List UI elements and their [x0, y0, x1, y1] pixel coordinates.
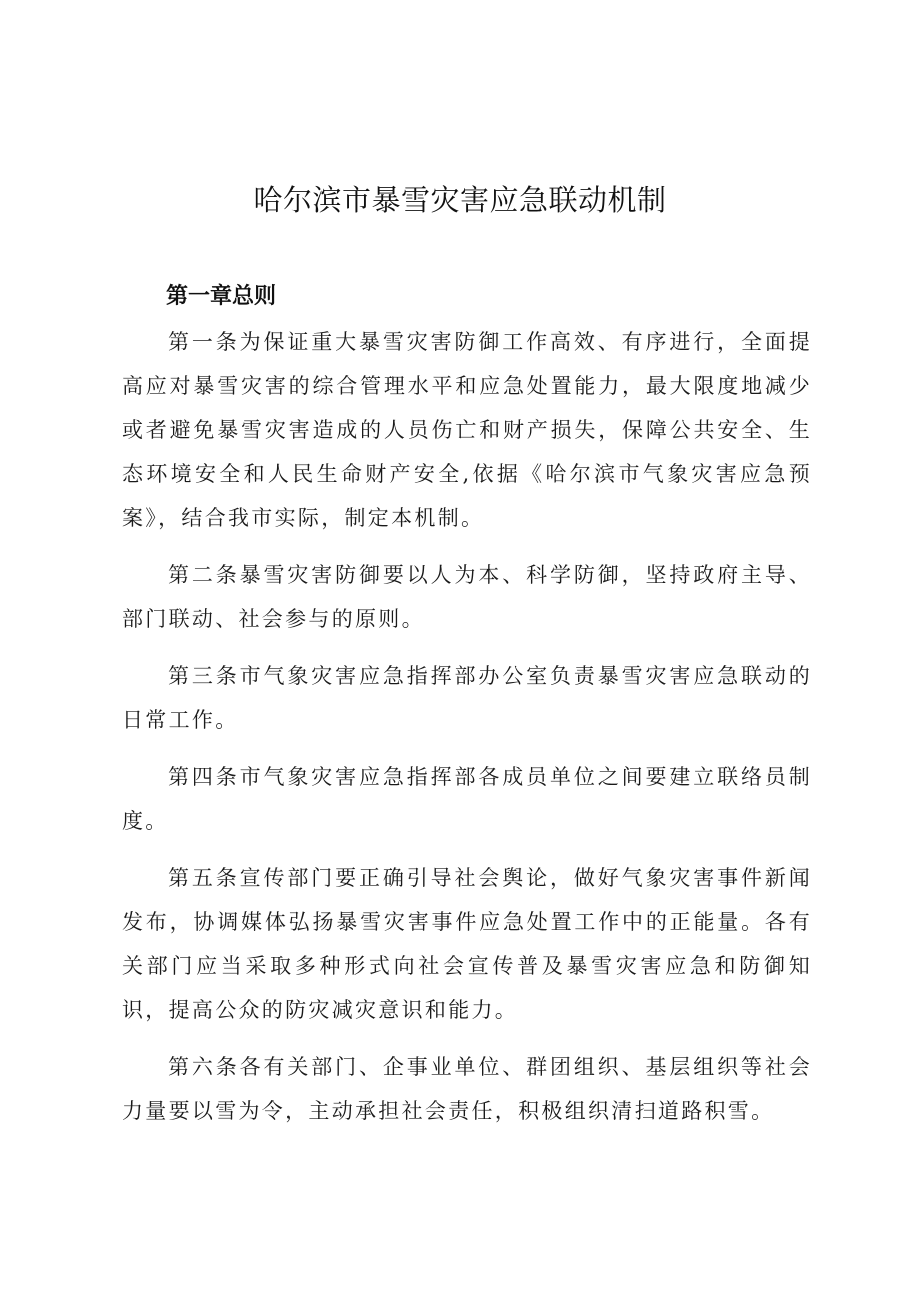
document-body: [122, 320, 812, 1146]
article-paragraph: 第五条宣传部门要正确引导社会舆论，做好气象灾害事件新闻发布，协调媒体弘扬暴雪灾害事件应急处置工作中的正能量。各有关部门应当采取多种形式向社会宣传普及暴雪灾害应急和防御知识，提高公众的防灾减灾意识和能力。: [122, 866, 812, 1022]
chapter-heading: 第一章总则: [166, 284, 277, 309]
article-paragraph: 第四条市气象灾害应急指挥部各成员单位之间要建立联络员制度。: [122, 765, 812, 833]
article-paragraph: 第二条暴雪灾害防御要以人为本、科学防御，坚持政府主导、部门联动、社会参与的原则。: [122, 563, 812, 631]
document-title: 哈尔滨市暴雪灾害应急联动机制: [253, 183, 667, 217]
article-paragraph: 第六条各有关部门、企事业单位、群团组织、基层组织等社会力量要以雪为令，主动承担社会责任，积极组织清扫道路积雪。: [122, 1055, 812, 1123]
article-paragraph: 第三条市气象灾害应急指挥部办公室负责暴雪灾害应急联动的日常工作。: [122, 664, 812, 732]
article-paragraph: 第一条为保证重大暴雪灾害防御工作高效、有序进行，全面提高应对暴雪灾害的综合管理水平和应急处置能力，最大限度地减少或者避免暴雪灾害造成的人员伤亡和财产损失，保障公共安全、生态环境安全和人民生命财产安全,依据《哈尔滨市气象灾害应急预案》，结合我市实际，制定本机制。: [122, 330, 812, 530]
